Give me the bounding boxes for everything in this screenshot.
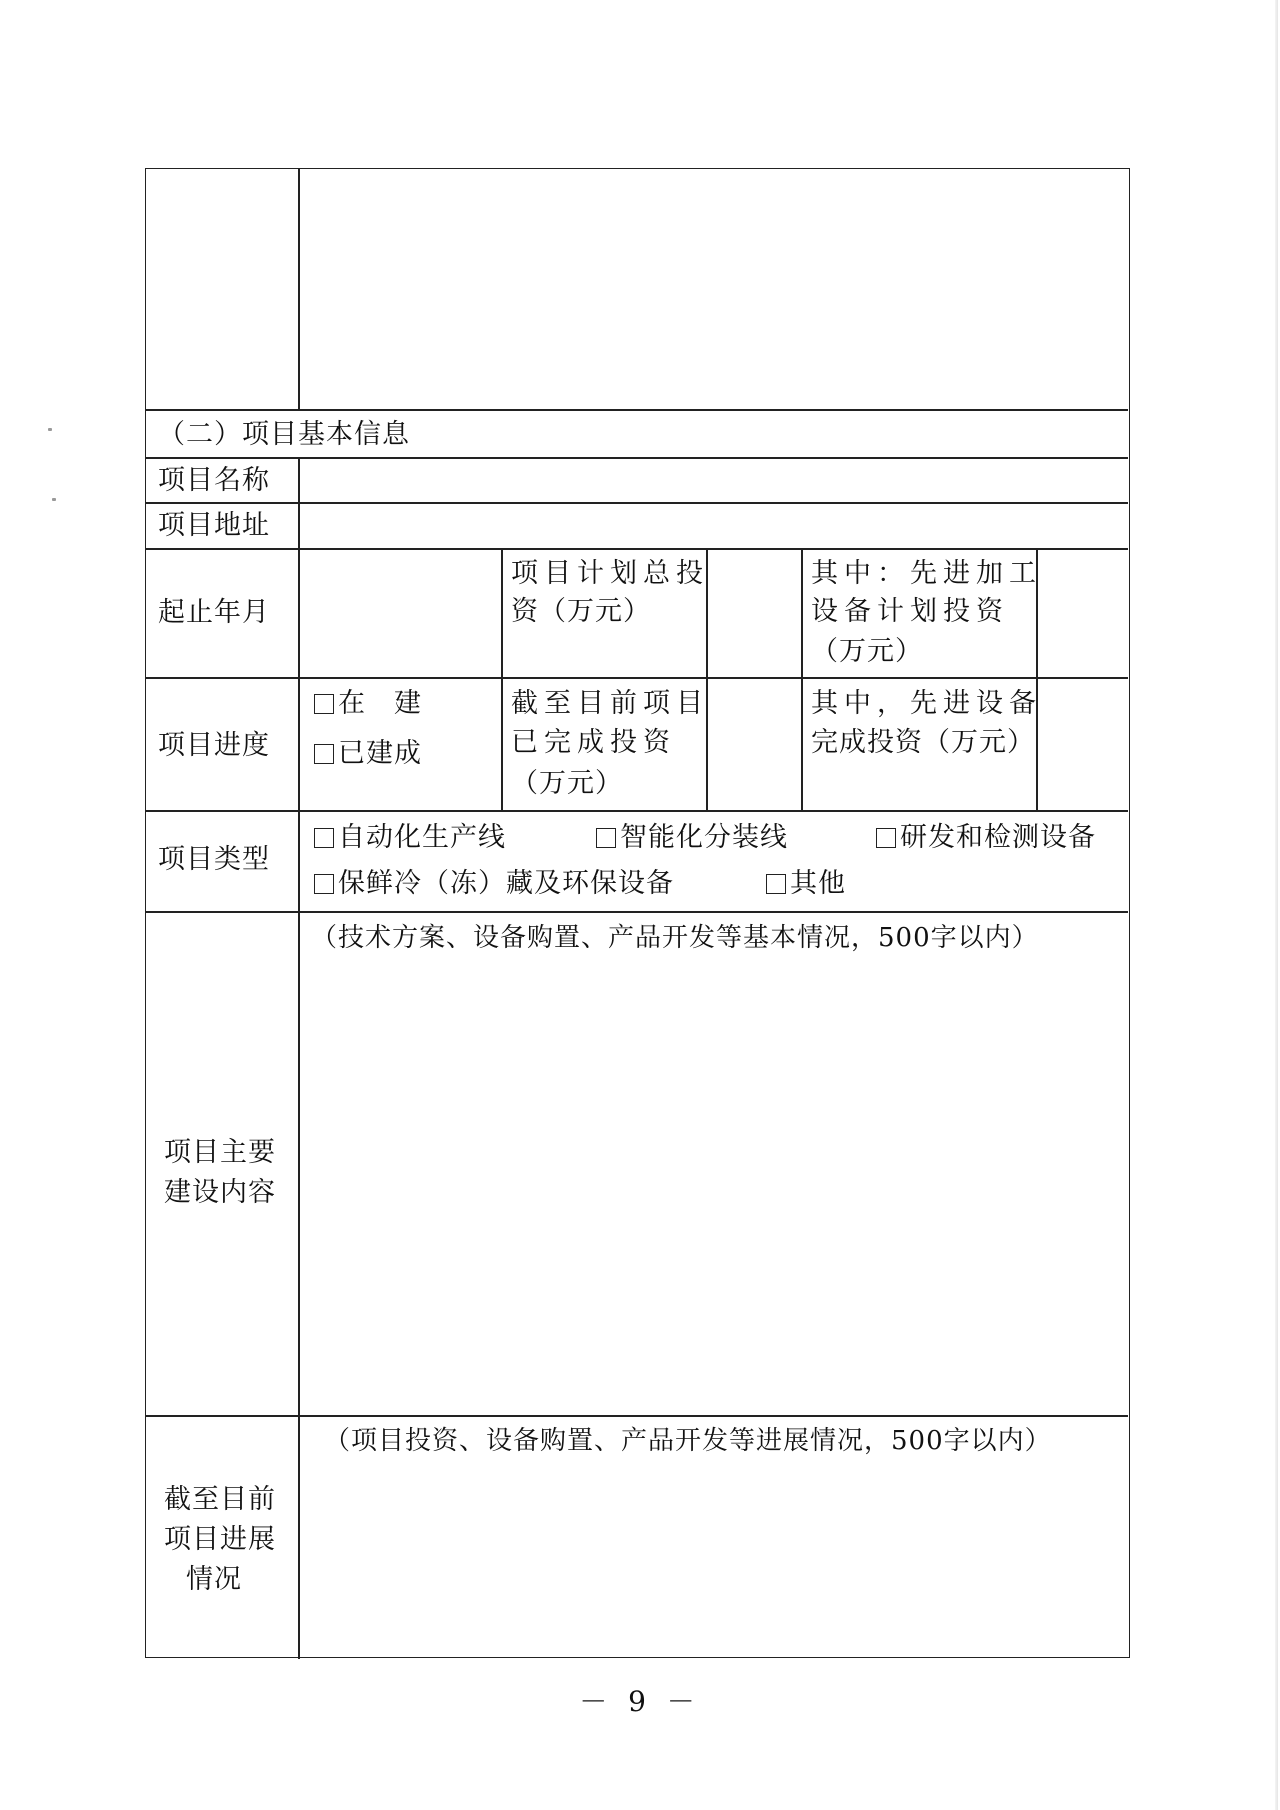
progress-status-label-line1: 截至目前 [164, 1484, 276, 1515]
type-option-other[interactable]: 其他 [766, 865, 846, 903]
col-divider [501, 548, 503, 811]
type-option-smart-packing[interactable]: 智能化分装线 [596, 819, 788, 857]
row-divider [146, 677, 1128, 679]
project-info-form [145, 168, 1130, 1658]
row-divider [146, 548, 1128, 550]
project-name-label: 项目名称 [158, 465, 270, 496]
checkbox-icon[interactable] [596, 828, 616, 848]
progress-option-building[interactable]: 在 建 [314, 685, 422, 723]
scan-speck [48, 428, 52, 431]
advanced-equipment-plan-line1: 其中：先进加工 [811, 558, 1042, 589]
checkbox-icon[interactable] [314, 874, 334, 894]
completed-investment-line3: （万元） [511, 768, 623, 799]
checkbox-icon[interactable] [314, 744, 334, 764]
progress-status-hint: （项目投资、设备购置、产品开发等进展情况，500字以内） [324, 1426, 1052, 1456]
type-option-automation[interactable]: 自动化生产线 [314, 819, 506, 857]
type-option-cold-storage[interactable]: 保鲜冷（冻）藏及环保设备 [314, 865, 674, 903]
checkbox-icon[interactable] [314, 828, 334, 848]
main-content-hint: （技术方案、设备购置、产品开发等基本情况，500字以内） [311, 923, 1039, 953]
main-content-label-line2: 建设内容 [164, 1177, 276, 1208]
scan-edge [1275, 0, 1278, 1810]
progress-status-label-line2: 项目进展 [164, 1524, 276, 1555]
progress-label: 项目进度 [158, 730, 270, 761]
advanced-equipment-plan-line3: （万元） [811, 636, 923, 667]
checkbox-icon[interactable] [766, 874, 786, 894]
row-divider [146, 502, 1128, 504]
row-divider [146, 911, 1128, 913]
completed-investment-line2: 已完成投资 [511, 727, 676, 758]
section-title: （二）项目基本信息 [158, 419, 410, 450]
project-type-label: 项目类型 [158, 844, 270, 875]
progress-option-built[interactable]: 已建成 [314, 735, 422, 773]
completed-investment-line1: 截至目前项目 [511, 688, 709, 719]
total-plan-investment-line2: 资（万元） [511, 596, 651, 627]
page-number: － 9 － [579, 1685, 701, 1718]
type-option-rd-testing[interactable]: 研发和检测设备 [876, 819, 1096, 857]
advanced-equipment-plan-line2: 设备计划投资 [811, 596, 1009, 627]
main-content-label-line1: 项目主要 [164, 1137, 276, 1168]
start-end-label: 起止年月 [158, 597, 270, 628]
row-divider [146, 409, 1128, 411]
row-divider [146, 810, 1128, 812]
col-divider [298, 169, 300, 409]
advanced-equipment-completed-line1: 其中，先进设备 [811, 688, 1042, 719]
checkbox-icon[interactable] [876, 828, 896, 848]
col-divider [298, 457, 300, 1659]
row-divider [146, 457, 1128, 459]
col-divider [801, 548, 803, 811]
checkbox-icon[interactable] [314, 694, 334, 714]
total-plan-investment-line1: 项目计划总投 [511, 558, 709, 589]
row-divider [146, 1415, 1128, 1417]
project-address-label: 项目地址 [158, 510, 270, 541]
progress-status-label-line3: 情况 [186, 1564, 242, 1595]
advanced-equipment-completed-line2: 完成投资（万元） [811, 727, 1035, 758]
scan-speck [52, 498, 56, 501]
